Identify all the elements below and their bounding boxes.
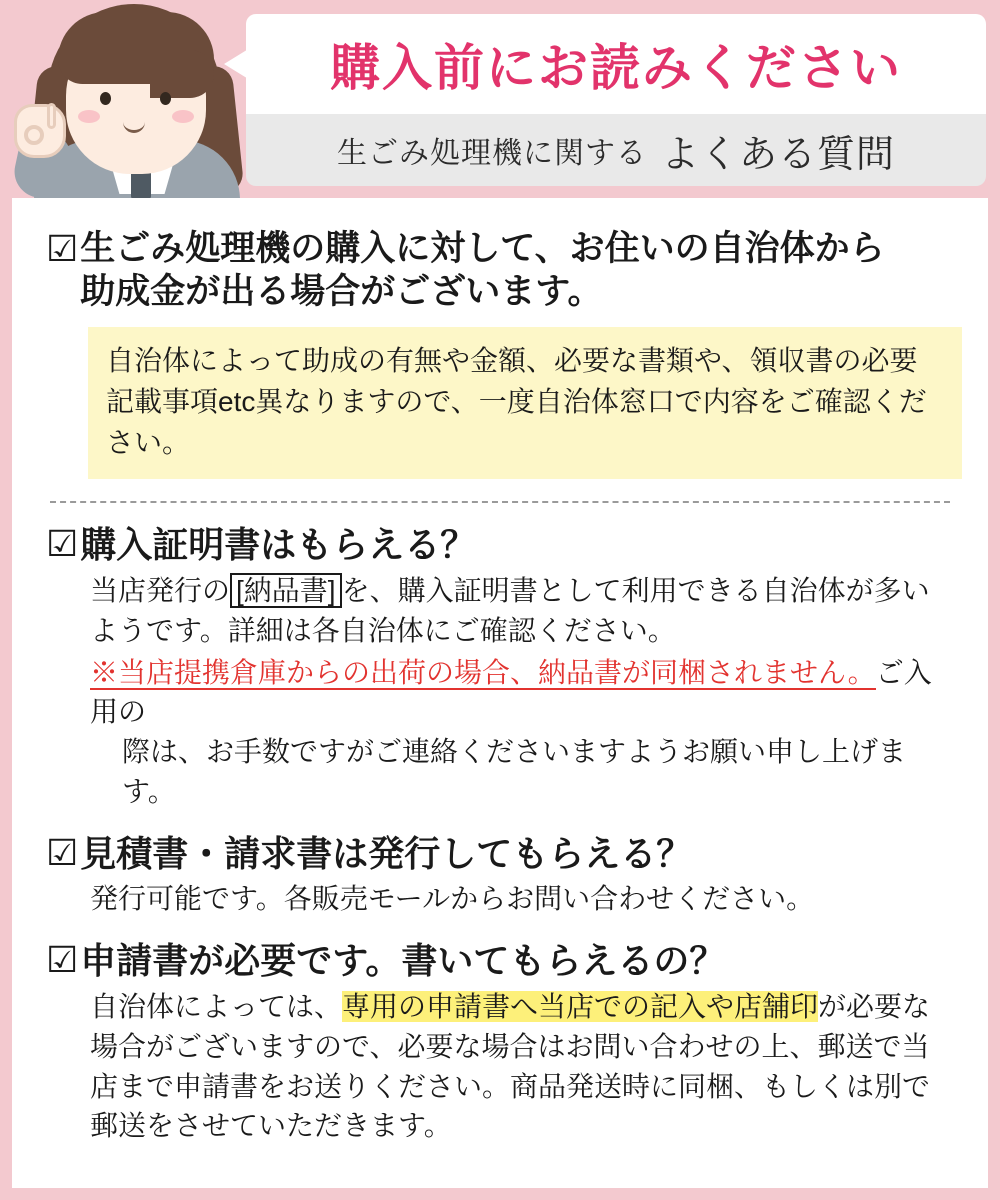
footer-strip: [0, 1188, 1000, 1200]
faq-question: 申請書が必要です。書いてもらえるの？: [80, 940, 726, 982]
faq-answer-part2: が必要な場合がございますので、必要な場合はお問い合わせの上、郵送で当店まで申請書をお送りください。商品発送時に同梱、もしくは別で郵送をさせていただきます。: [90, 991, 931, 1142]
faq-answer-part1: 当店発行の: [90, 575, 231, 607]
faq-question: 購入証明書はもらえる？: [80, 524, 477, 566]
lead-heading-line2: 助成金が出る場合がございます。: [80, 271, 603, 311]
lead-note: 自治体によって助成の有無や金額、必要な書類や、領収書の必要記載事項etc異なりますので、一度自治体窓口で内容をご確認ください。: [88, 327, 962, 479]
mascot-eye-left: [100, 92, 111, 105]
faq-answer-highlight-2: 当店での記入や店舗印: [538, 991, 819, 1023]
lead-block: [46, 228, 954, 313]
page-title: 購入前にお読みください: [330, 40, 902, 96]
subtitle-large: よくある質問: [660, 133, 895, 176]
faq-question: 見積書・請求書は発行してもらえる？: [80, 832, 693, 874]
faq-answer-part1: 自治体によっては、: [90, 991, 343, 1023]
checkbox-icon: ☑: [46, 939, 79, 981]
faq-answer-part2: を、購入証明書として利用できる自治体が多いようです。詳細は各自治体にご確認ください。: [90, 575, 930, 646]
faq-card: [12, 198, 988, 1188]
section-divider: [50, 501, 950, 503]
faq-question-row: [46, 832, 954, 876]
checkbox-icon: ☑: [46, 228, 79, 269]
speech-bubble-tail-icon: [224, 48, 250, 80]
staff-illustration-icon: [8, 0, 276, 198]
faq-answer-cont: 際は、お手数ですがご連絡くださいますようお願い申し上げます。: [122, 736, 907, 807]
mascot-fringe: [58, 12, 214, 84]
header-title-band: [246, 14, 986, 114]
page-header: [0, 0, 1000, 198]
lead-heading-line1: 生ごみ処理機の購入に対して、お住いの自治体から: [80, 229, 885, 268]
speech-bubble: [246, 14, 986, 186]
faq-item: [46, 939, 954, 1146]
faq-warning: ※当店提携倉庫からの出荷の場合、納品書が同梱されません。: [90, 656, 876, 688]
checkbox-icon: ☑: [46, 831, 79, 873]
mascot-ok-hand-icon: [14, 104, 66, 158]
faq-item: [46, 832, 954, 920]
faq-answer: 発行可能です。各販売モールからお問い合わせください。: [90, 883, 815, 915]
mascot-blush-left: [78, 110, 100, 123]
faq-warning-tail: ご入用の: [90, 656, 932, 728]
faq-answer-boxed: [納品書]: [230, 573, 342, 608]
faq-question-row: [46, 523, 954, 567]
faq-warning-row: [90, 653, 954, 733]
mascot-eye-right: [160, 92, 171, 105]
faq-item: [46, 523, 954, 811]
mascot-blush-right: [172, 110, 194, 123]
header-subtitle-band: [246, 114, 986, 186]
lead-heading: [80, 228, 884, 313]
faq-answer: [90, 571, 954, 651]
faq-answer: [90, 987, 954, 1146]
subtitle-small: 生ごみ処理機に関する: [336, 137, 647, 170]
faq-question-row: [46, 939, 954, 983]
faq-answer-highlight-1: 専用の申請書へ: [342, 991, 539, 1023]
checkbox-icon: ☑: [46, 523, 79, 565]
